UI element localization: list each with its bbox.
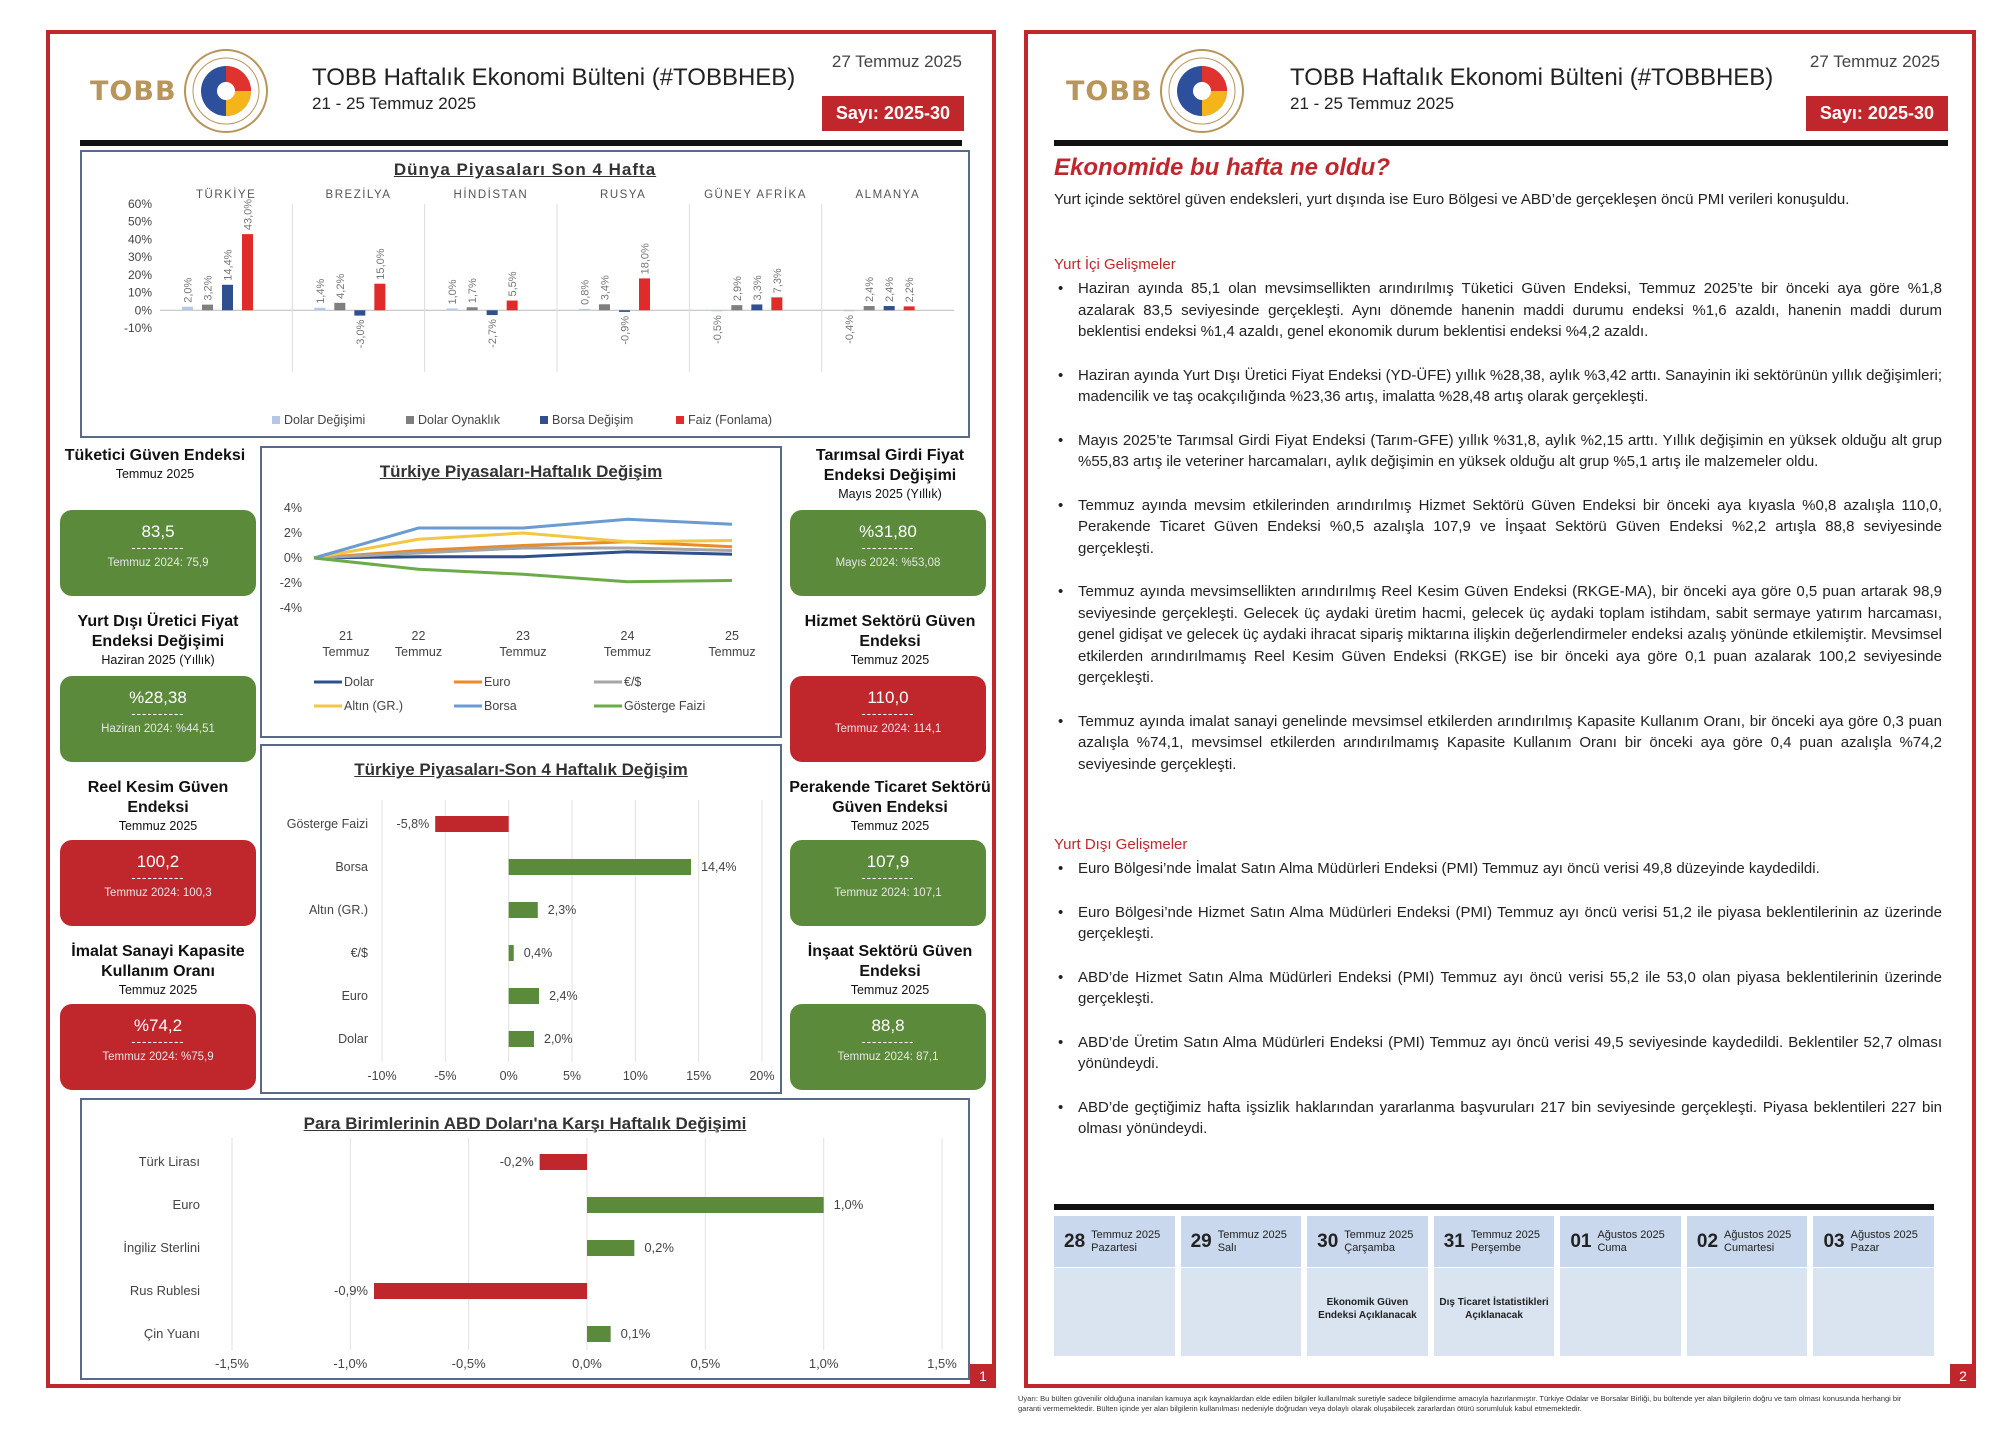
weekly-x-day: 24 (620, 629, 635, 643)
world-bar (711, 310, 722, 311)
domestic-heading: Yurt İçi Gelişmeler (1054, 256, 1176, 273)
weekly-legend-label: Altın (GR.) (344, 699, 404, 713)
fx-bar (587, 1326, 611, 1342)
fx-chart-svg (82, 1100, 968, 1378)
bullet-item: • ABD’de Üretim Satın Alma Müdürleri Endeksi (PMI) Temmuz ayı öncü verisi 49,5 seviyesinde kaydedildi. Beklentiler 52,7 olması yönündeydi. (1054, 1032, 1942, 1075)
tobb-seal-icon (183, 48, 269, 134)
fourweek-category-label: Borsa (335, 860, 368, 874)
fourweek-x-tick: 15% (686, 1069, 712, 1083)
fourweek-value-label: 2,0% (544, 1032, 573, 1046)
world-bar-label: 7,3% (771, 268, 784, 294)
world-legend-label: Dolar Değişimi (284, 413, 366, 427)
fx-chart-title: Para Birimlerinin ABD Doları'na Karşı Haftalık Değişimi (303, 1114, 747, 1133)
world-legend-swatch (406, 416, 414, 424)
weekly-chart-title: Türkiye Piyasaları-Haftalık Değişim (379, 462, 663, 481)
weekly-x-day: 23 (516, 629, 530, 643)
world-bar-label: 15,0% (374, 248, 387, 280)
world-bar (222, 285, 233, 311)
calendar-day-meta: Ağustos 2025 Cumartesi (1724, 1228, 1792, 1254)
world-group-label: TÜRKİYE (195, 189, 257, 201)
world-y-tick: 40% (127, 232, 152, 247)
weekly-legend-label: Borsa (484, 699, 517, 713)
kpi-card-construction-confidence: 88,8 ---------- Temmuz 2024: 87,1 (790, 1004, 986, 1090)
calendar-day-meta: Temmuz 2025 Salı (1217, 1228, 1287, 1254)
world-bar (487, 310, 498, 315)
fx-value-label: 0,1% (620, 1326, 651, 1341)
calendar-day-meta: Temmuz 2025 Çarşamba (1344, 1228, 1414, 1254)
fx-bar (587, 1197, 824, 1213)
world-y-tick: -10% (123, 321, 152, 335)
fourweek-value-label: 0,4% (523, 946, 553, 960)
world-bar-label: -0,5% (711, 315, 724, 344)
kpi-label-real-sector-confidence: Reel Kesim Güven Endeksi Temmuz 2025 (87, 779, 229, 833)
world-y-tick: 10% (127, 285, 152, 300)
world-bar-label: -0,9% (619, 315, 632, 345)
world-chart-title: Dünya Piyasaları Son 4 Hafta (393, 160, 657, 179)
world-group-label: RUSYA (600, 189, 647, 201)
fourweek-chart-svg (262, 746, 780, 1092)
calendar-rule (1054, 1204, 1934, 1210)
weekly-chart-svg (262, 448, 780, 736)
calendar-event (1687, 1268, 1808, 1296)
world-bar-label: -3,0% (354, 319, 367, 349)
four-week-change-chart (260, 744, 782, 1094)
calendar-event: Dış Ticaret İstatistikleri Açıklanacak (1439, 1297, 1549, 1321)
bulletin-title: TOBB Haftalık Ekonomi Bülteni (#TOBBHEB) (1290, 64, 1774, 91)
world-bar-label: 1,4% (314, 278, 327, 304)
calendar-day-number: 30 (1317, 1230, 1339, 1252)
fx-x-tick: 0,5% (690, 1356, 721, 1371)
weekly-y-tick: -4% (279, 601, 302, 615)
world-bar-label: 2,9% (731, 276, 744, 302)
weekly-x-month: Temmuz (603, 645, 652, 659)
publication-date: 27 Temmuz 2025 (831, 52, 962, 71)
world-bar-label: 2,4% (864, 276, 877, 303)
world-bar (639, 278, 650, 310)
fourweek-chart-title: Türkiye Piyasaları-Son 4 Haftalık Değişim (354, 760, 688, 779)
fourweek-category-label: €/$ (350, 946, 368, 960)
calendar-event (1181, 1268, 1302, 1296)
fourweek-x-tick: -10% (367, 1069, 397, 1083)
weekly-change-chart (260, 446, 782, 738)
fx-category-label: Euro (172, 1197, 200, 1212)
world-bar-label: -2,7% (487, 319, 500, 348)
world-bar-label: -0,4% (844, 314, 857, 344)
world-legend-swatch (272, 416, 280, 424)
world-bar (314, 308, 325, 310)
world-markets-chart (80, 150, 970, 438)
world-bar-label: 2,4% (884, 276, 897, 303)
kpi-label-retail-confidence: Perakende Ticaret Sektörü Güven Endeksi Temmuz 2025 (789, 779, 991, 833)
fourweek-x-tick: 5% (562, 1069, 582, 1083)
calendar-event (1560, 1268, 1681, 1296)
world-bar (202, 305, 213, 311)
kpi-label-service-confidence: Hizmet Sektörü Güven Endeksi Temmuz 2025 (804, 613, 976, 667)
calendar-day (1181, 1216, 1302, 1356)
kpi-label-capacity-utilization: İmalat Sanayi Kapasite Kullanım Oranı Temmuz 2025 (71, 943, 245, 997)
world-y-tick: 30% (127, 250, 152, 265)
calendar-day (1054, 1216, 1175, 1356)
fx-value-label: 1,0% (833, 1197, 864, 1212)
tobb-logo (90, 48, 269, 134)
world-bar (751, 304, 762, 310)
world-bar-label: 0,8% (579, 279, 592, 305)
fourweek-x-tick: 20% (749, 1069, 775, 1083)
fourweek-value-label: -5,8% (396, 817, 430, 831)
bullet-item: • Euro Bölgesi’nde Hizmet Satın Alma Müdürleri Endeksi (PMI) Temmuz ayı öncü verisi 51,2 ile piyasa beklentilerinin az üzerinde gerçekleşti. (1054, 902, 1942, 945)
bullet-item: • Temmuz ayında imalat sanayi genelinde mevsimsel etkilerden arındırılmış Kapasite Kullanım Oranı, bir önceki aya göre 0,3 puan azalışla %74,1, mevsimsel etkilerden arındırılmamış Kapasite Kullanım Oranı bir önceki aya göre 0,4 puan azalışla %74,2 seviyesinde gerçekleşti. (1054, 711, 1942, 776)
world-bar (242, 234, 253, 310)
tobb-logo (1066, 48, 1245, 134)
page-number: 1 (970, 1364, 996, 1388)
world-y-tick: 60% (127, 197, 152, 211)
world-bar (507, 301, 518, 311)
fx-category-label: Çin Yuanı (143, 1326, 200, 1341)
fourweek-x-tick: 0% (499, 1069, 518, 1083)
fourweek-category-label: Dolar (338, 1032, 368, 1046)
publication-date: 27 Temmuz 2025 (1809, 52, 1940, 71)
bullet-item: • Mayıs 2025’te Tarımsal Girdi Fiyat Endeksi (Tarım-GFE) yıllık %31,8, aylık %2,15 arttı. Yıllık değişimin en yüksek olduğu alt grup %55,83 artış ile veteriner harcamaları, aylık değişimin en yüksek olduğu alt grup %5,1 artış ile malzemeler oldu. (1054, 430, 1942, 473)
kpi-card-consumer-confidence: 83,5 ---------- Temmuz 2024: 75,9 (60, 510, 256, 596)
world-y-tick: 0% (134, 303, 152, 318)
world-bar-label: 14,4% (222, 249, 235, 281)
disclaimer: Uyarı: Bu bülten güvenilir olduğuna inanılan kamuya açık kaynaklardan elde edilen bilgiler kullanılmak suretiyle sadece bilgilendirme amacıyla hazırlanmıştır. Türkiye Odalar ve Borsalar Birliği, bu bültende yer alan bilgilerin doğru ve tam olması konusunda herhangi bir garanti vermemektedir. Bülten içinde yer alan bilgilerin kullanılması nedeniyle doğrudan veya dolaylı olarak oluşabilecek zararlardan ötürü sorumluluk kabul etmemektedir. (1018, 1394, 1902, 1413)
calendar-day-header (1434, 1216, 1555, 1268)
fourweek-value-label: 2,3% (547, 903, 577, 917)
bullet-item: • ABD’de Hizmet Satın Alma Müdürleri Endeksi (PMI) Temmuz ayı öncü verisi 55,2 ile 53,0 olan piyasa beklentilerinin üzerinde gerçekleşti. (1054, 967, 1942, 1010)
world-bar (731, 305, 742, 310)
calendar-event (1054, 1268, 1175, 1296)
kpi-label-construction-confidence: İnşaat Sektörü Güven Endeksi Temmuz 2025 (807, 943, 973, 997)
bullet-item: • Temmuz ayında mevsimsellikten arındırılmış Reel Kesim Güven Endeksi (RKGE-MA), bir önceki aya göre 0,5 puan artarak 98,9 seviyesinde gerçekleşti. Gelecek üç aydaki üretim hacmi, gelecek üç aydaki toplam istihdam, sabit sermaye yatırım harcaması, genel gidişat ve gelecek üç aydaki ihracat sipariş miktarına ilişkin değerlendirmeler endeksi azalış yönünde etkilemiştir. Mevsimsel etkilerden arındırılmamış Reel Kesim Güven Endeksi (RKGE) ise bir önceki aya göre 0,1 puan azalarak 100,2 seviyesinde gerçekleşti. (1054, 581, 1942, 689)
weekly-y-tick: 0% (283, 551, 302, 565)
fourweek-x-tick: -5% (434, 1069, 457, 1083)
fx-x-tick: 0,0% (572, 1356, 602, 1371)
fx-value-label: 0,2% (644, 1240, 674, 1255)
header-rule (1054, 140, 1948, 146)
calendar-day-number: 31 (1443, 1230, 1465, 1252)
world-bar-label: 43,0% (242, 198, 255, 231)
world-bar (447, 309, 458, 311)
kpi-label-foreign-ppi: Yurt Dışı Üretici Fiyat Endeksi Değişimi Haziran 2025 (Yıllık) (77, 613, 239, 667)
fx-x-tick: 1,0% (808, 1356, 839, 1371)
world-group-label: ALMANYA (855, 189, 921, 201)
world-bar (467, 307, 478, 310)
bullet-item: • Haziran ayında Yurt Dışı Üretici Fiyat Endeksi (YD-ÜFE) yıllık %28,38, aylık %3,42 arttı. Sanayinin iki sektörünün yıllık değişimleri; madencilik ve taş ocakçılığında %23,36 artış, imalatta %28,48 artış olarak gerçekleşti. (1054, 365, 1942, 408)
fx-category-label: Rus Rublesi (129, 1283, 200, 1298)
foreign-heading: Yurt Dışı Gelişmeler (1054, 836, 1188, 853)
world-legend-label: Borsa Değişim (552, 413, 634, 427)
world-bar (354, 310, 365, 315)
world-bar (771, 297, 782, 310)
fourweek-bar (509, 859, 691, 875)
fx-bar (587, 1240, 634, 1256)
foreign-list (1054, 858, 1942, 1162)
page-number: 2 (1950, 1364, 1976, 1388)
weekly-legend-label: Euro (484, 675, 511, 689)
world-bar (844, 310, 855, 311)
fourweek-bar (509, 1031, 534, 1047)
weekly-calendar (1054, 1204, 1934, 1356)
calendar-day (1434, 1216, 1555, 1356)
fx-value-label: -0,9% (334, 1283, 368, 1298)
calendar-event: Ekonomik Güven Endeksi Açıklanacak (1318, 1297, 1417, 1321)
kpi-card-service-confidence: 110,0 ---------- Temmuz 2024: 114,1 (790, 676, 986, 762)
world-bar (619, 310, 630, 312)
world-bar-label: 18,0% (639, 243, 652, 275)
kpi-card-retail-confidence: 107,9 ---------- Temmuz 2024: 107,1 (790, 840, 986, 926)
world-bar (884, 306, 895, 310)
fx-category-label: Türk Lirası (138, 1154, 200, 1169)
fx-bar (374, 1283, 587, 1299)
weekly-legend-label: Gösterge Faizi (624, 699, 706, 713)
weekly-y-tick: -2% (279, 576, 302, 590)
fourweek-category-label: Gösterge Faizi (286, 817, 368, 831)
world-bar (182, 307, 193, 311)
fourweek-value-label: 2,4% (549, 989, 578, 1003)
weekly-x-day: 22 (411, 629, 426, 643)
fourweek-bar (509, 945, 514, 961)
fx-bar (540, 1154, 587, 1170)
kpi-card-capacity-utilization: %74,2 ---------- Temmuz 2024: %75,9 (60, 1004, 256, 1090)
kpi-label-consumer-confidence: Tüketici Güven Endeksi Temmuz 2025 (64, 447, 246, 481)
world-bar-label: 3,2% (202, 275, 215, 301)
bulletin-date-range: 21 - 25 Temmuz 2025 (1290, 94, 1455, 113)
world-bar-label: 3,3% (751, 275, 764, 301)
calendar-day-header (1560, 1216, 1681, 1268)
world-bar (904, 306, 915, 310)
bulletin-date-range: 21 - 25 Temmuz 2025 (312, 94, 477, 113)
bulletin-page-2 (1018, 30, 1976, 1413)
calendar-day-meta: Ağustos 2025 Pazar (1850, 1228, 1918, 1254)
world-legend-label: Faiz (Fonlama) (688, 413, 773, 427)
domestic-list (1054, 278, 1942, 797)
weekly-y-tick: 4% (283, 501, 302, 515)
world-group-label: GÜNEY AFRİKA (704, 189, 807, 201)
bulletin-page-1 (46, 30, 996, 1388)
world-legend-label: Dolar Oynaklık (418, 413, 500, 427)
calendar-day-meta: Temmuz 2025 Perşembe (1470, 1228, 1540, 1254)
weekly-x-month: Temmuz (708, 645, 756, 659)
weekly-legend-label: Dolar (344, 675, 374, 689)
world-bar (579, 309, 590, 310)
world-bar (334, 303, 345, 310)
issue-badge: Sayı: 2025-30 (1806, 96, 1948, 131)
weekly-legend-label: €/$ (624, 675, 642, 689)
kpi-card-agri-input-price: %31,80 ---------- Mayıs 2024: %53,08 (790, 510, 986, 596)
world-bar-label: 2,2% (904, 277, 917, 303)
kpi-card-real-sector-confidence: 100,2 ---------- Temmuz 2024: 100,3 (60, 840, 256, 926)
calendar-event (1813, 1268, 1934, 1296)
calendar-day-number: 29 (1190, 1230, 1212, 1252)
fx-x-tick: 1,5% (927, 1356, 957, 1371)
world-bar (864, 306, 875, 310)
calendar-day-meta: Ağustos 2025 Cuma (1597, 1228, 1665, 1254)
fourweek-bar (509, 988, 539, 1004)
fourweek-x-tick: 10% (622, 1069, 648, 1083)
calendar-day (1307, 1216, 1428, 1356)
calendar-day-number: 28 (1064, 1230, 1086, 1252)
weekly-x-month: Temmuz (499, 645, 547, 659)
world-bar (599, 304, 610, 310)
calendar-day-header (1054, 1216, 1175, 1268)
fx-value-label: -0,2% (499, 1154, 534, 1169)
fourweek-category-label: Euro (341, 989, 368, 1003)
calendar-day (1813, 1216, 1934, 1356)
weekly-y-tick: 2% (283, 526, 302, 540)
bullet-item: • Euro Bölgesi’nde İmalat Satın Alma Müdürleri Endeksi (PMI) Temmuz ayı öncü verisi 49,8 düzeyinde kaydedildi. (1054, 858, 1942, 880)
world-bar-label: 1,0% (447, 279, 460, 305)
issue-badge: Sayı: 2025-30 (822, 96, 964, 131)
intro-text: Yurt içinde sektörel güven endeksleri, yurt dışında ise Euro Bölgesi ve ABD’de gerçekleşen öncü PMI verileri konuşuldu. (1054, 191, 1850, 208)
logo-text: TOBB (1066, 75, 1153, 107)
calendar-row (1054, 1216, 1934, 1356)
calendar-day (1687, 1216, 1808, 1356)
world-bar-label: 1,7% (467, 278, 480, 304)
world-bar-label: 4,2% (334, 273, 347, 299)
bullet-item: • Temmuz ayında mevsim etkilerinden arındırılmış Hizmet Sektörü Güven Endeksi bir önceki aya kıyasla %0,8 azalışla 110,0, Perakende Ticaret Güven Endeksi %0,5 azalışla 107,9 ve İnşaat Sektörü Güven Endeksi %2,2 artışla 88,8 seviyesinde gerçekleşti. (1054, 495, 1942, 560)
bullet-item: • Haziran ayında 85,1 olan mevsimsellikten arındırılmış Tüketici Güven Endeksi, Temmuz 2025’te bir önceki aya göre %1,8 azalarak 83,5 seviyesinde gerçekleşti. Aynı dönemde hanenin maddi durumu endeksi %1,6 azaldı, hanenin maddi durum beklentisi endeksi %1,4 azaldı, genel ekonomik durum beklentisi endeksi %4,2 azaldı. (1054, 278, 1942, 343)
fx-category-label: İngiliz Sterlini (123, 1240, 200, 1255)
fourweek-bar (509, 902, 538, 918)
world-chart-svg (82, 152, 968, 436)
weekly-x-month: Temmuz (322, 645, 370, 659)
kpi-card-foreign-ppi: %28,38 ---------- Haziran 2024: %44,51 (60, 676, 256, 762)
world-bar-label: 5,5% (507, 271, 520, 297)
world-bar-label: 3,4% (599, 275, 612, 301)
world-legend-swatch (540, 416, 548, 424)
kpi-label-agri-input-price: Tarımsal Girdi Fiyat Endeksi Değişimi Mayıs 2025 (Yıllık) (815, 447, 965, 501)
calendar-day-header (1181, 1216, 1302, 1268)
world-bar-label: 2,0% (182, 277, 195, 303)
fx-x-tick: -1,0% (333, 1356, 368, 1371)
weekly-x-day: 21 (339, 629, 353, 643)
fx-x-tick: -1,5% (215, 1356, 249, 1371)
weekly-series-line (314, 558, 732, 582)
world-group-label: HİNDİSTAN (453, 189, 529, 201)
calendar-day-number: 01 (1570, 1230, 1592, 1252)
fourweek-bar (435, 816, 508, 832)
fx-change-chart (80, 1098, 970, 1380)
header-rule (80, 140, 962, 146)
calendar-day-number: 02 (1696, 1230, 1719, 1252)
tobb-seal-icon (1159, 48, 1245, 134)
weekly-x-day: 25 (725, 629, 739, 643)
world-y-tick: 50% (127, 214, 152, 229)
world-bar (374, 284, 385, 311)
calendar-day-meta: Temmuz 2025 Pazartesi (1091, 1228, 1161, 1254)
weekly-x-month: Temmuz (394, 645, 443, 659)
world-y-tick: 20% (127, 267, 152, 282)
fourweek-category-label: Altın (GR.) (308, 903, 368, 917)
fx-x-tick: -0,5% (451, 1356, 486, 1371)
calendar-day (1560, 1216, 1681, 1356)
logo-text: TOBB (90, 75, 177, 107)
fourweek-value-label: 14,4% (701, 860, 737, 874)
calendar-day-header (1687, 1216, 1808, 1268)
calendar-day-header (1307, 1216, 1428, 1268)
calendar-day-header (1813, 1216, 1934, 1268)
world-group-label: BREZİLYA (325, 189, 392, 201)
calendar-day-number: 03 (1823, 1230, 1845, 1252)
bulletin-title: TOBB Haftalık Ekonomi Bülteni (#TOBBHEB) (312, 64, 796, 91)
section-title: Ekonomide bu hafta ne oldu? (1054, 154, 1390, 181)
bullet-item: • ABD’de geçtiğimiz hafta işsizlik haklarından yararlanma başvuruları 217 bin seviyesinde gerçekleşti. Piyasa beklentileri 227 bin olması yönündeydi. (1054, 1097, 1942, 1140)
world-legend-swatch (676, 416, 684, 424)
